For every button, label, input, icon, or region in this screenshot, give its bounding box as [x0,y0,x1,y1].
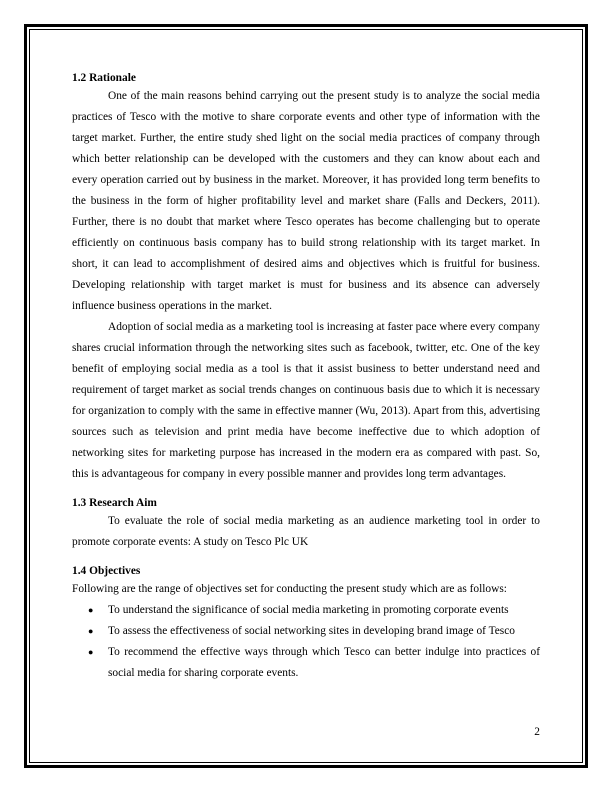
list-item [72,621,540,642]
objective-text: To understand the significance of social media marketing in promoting corporate events [108,604,509,616]
list-item [72,642,540,684]
bullet-icon: ● [88,647,94,657]
rationale-heading: 1.2 Rationale [72,72,136,84]
objectives-list [72,600,540,684]
objectives-heading: 1.4 Objectives [72,565,141,577]
objective-text: To recommend the effective ways through which Tesco can better indulge into practices of social media for sharing corporate events. [108,646,540,679]
objectives-intro: Following are the range of objectives set for conducting the present study which are as follows: [72,583,507,595]
research-aim-paragraph: To evaluate the role of social media marketing as an audience marketing tool in order to promote corporate events: A study on Tesco Plc UK [72,515,540,548]
rationale-paragraph-1: One of the main reasons behind carrying out the present study is to analyze the social media practices of Tesco with the motive to share corporate events and other type of information with the target market. Further, the entire study shed light on the social media practices of company through which better relationship can be developed with the customers and they can know about each and every operation carried out by business in the market. Moreover, it has provided long term benefits to the business in the form of higher profitability level and market share (Falls and Deckers, 2011). Further, there is no doubt that market where Tesco operates has become challenging but to operate efficiently on continuous basis company has to build strong relationship with its target market. In short, it can lead to accomplishment of desired aims and objectives which is fruitful for business. Developing relationship with target market is must for business and its absence can adversely influence business operations in the market. [72,90,540,312]
rationale-paragraph-2: Adoption of social media as a marketing tool is increasing at faster pace where every company shares crucial information through the networking sites such as facebook, twitter, etc. One of the key benefit of employing social media as a tool is that it assist business to better understand need and requirement of target market as social trends changes on continuous basis due to which it is necessary for organization to comply with the same in effective manner (Wu, 2013). Apart from this, advertising sources such as television and print media have become ineffective due to which adoption of networking sites for marketing purpose has increased in the modern era as compared with past. So, this is advantageous for company in every possible manner and provides long term advantages. [72,321,540,480]
bullet-icon: ● [88,626,94,636]
bullet-icon: ● [88,605,94,615]
objective-text: To assess the effectiveness of social networking sites in developing brand image of Tesco [108,625,515,637]
research-aim-heading: 1.3 Research Aim [72,497,157,509]
document-body [72,70,540,684]
list-item [72,600,540,621]
page-number: 2 [534,726,540,738]
